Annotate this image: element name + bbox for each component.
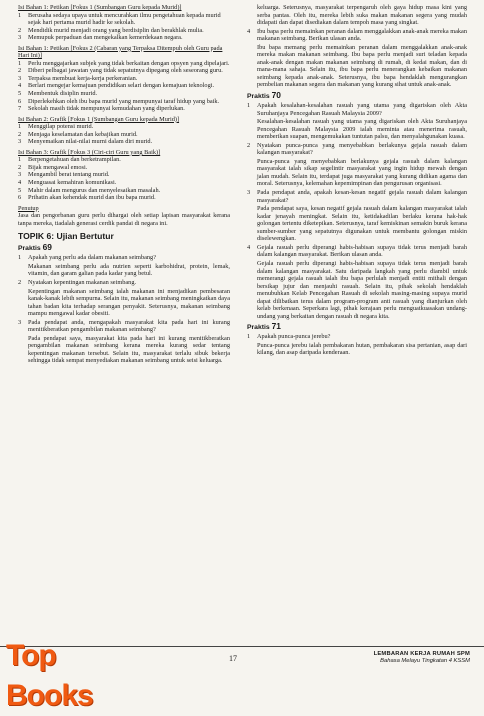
item-number: 2: [18, 67, 22, 75]
praktis-label: Praktis: [247, 93, 270, 101]
list-item: [18, 279, 230, 318]
list-item: [18, 131, 230, 139]
section-list: [18, 12, 230, 42]
item-text: Mendidik murid menjadi orang yang berdisiplin dan berakhlak mulia.: [28, 26, 204, 34]
list-item: [18, 254, 230, 278]
list-item: [18, 123, 230, 131]
praktis-71-heading: [247, 322, 467, 332]
item-text: Perlu menggajarkan subjek yang tidak berkaitan dengan opsyen yang dipelajari.: [28, 59, 230, 67]
praktis-69-item-4: [247, 28, 467, 89]
item-text: Prihatin akan kehendak murid dan ibu bapa murid.: [28, 194, 156, 202]
list-item: [18, 171, 230, 179]
content-section: [18, 116, 230, 146]
list-item: [247, 102, 467, 141]
item-text: Memupuk perpaduan dan mengekalkan kemerdekaan negara.: [28, 34, 183, 42]
item-number: 4: [18, 82, 22, 90]
praktis-70-heading: [247, 91, 467, 101]
item-text: Membentuk disiplin murid.: [28, 90, 98, 98]
list-item: [18, 105, 230, 113]
list-item: [18, 319, 230, 365]
list-item: [18, 194, 230, 202]
left-column: [18, 4, 230, 366]
item-answer: Makanan seimbang perlu ada nutrien seperti karbohidrat, protein, lemak, vitamin, dan garam galian pada kadar yang betul.: [28, 262, 230, 278]
penutup-heading: Penutup: [18, 204, 39, 212]
list-item: [18, 12, 230, 27]
section-heading: Isi Bahan 1: Petikan [Fokus 2 (Cabaran yang Terpaksa Ditempuh oleh Guru pada Hari Ini)]: [18, 44, 223, 60]
section-heading: Isi Bahan 1: Petikan [Fokus 1 (Sumbangan Guru kepada Murid)]: [18, 4, 182, 11]
list-item: [18, 82, 230, 90]
list-item: [18, 34, 230, 42]
item-question: Apakah kesalahan-kesalahan rasuah yang utama yang digariskan oleh Akta Suruhanjaya Pencegahan Rasuah Malaysia 2009?: [257, 102, 467, 117]
penutup-text: Jasa dan pengorbanan guru perlu dihargai oleh setiap lapisan masyarakat kerana tanpa mereka, tiadalah generasi cerdik pandai di negara ini.: [18, 212, 230, 227]
praktis-70-list: [247, 102, 467, 320]
content-section: [18, 149, 230, 202]
item-text: Sekolah masih tidak mempunyai kemudahan yang diperlukan.: [28, 105, 185, 113]
item-question: Apakah punca-punca jerebu?: [257, 333, 331, 341]
list-item: [18, 27, 230, 35]
item-number: 1: [247, 333, 251, 341]
list-item: [18, 138, 230, 146]
item-number: 2: [18, 163, 22, 171]
list-item: [18, 75, 230, 83]
item-number: 3: [18, 74, 22, 82]
item-number: 1: [247, 102, 251, 110]
content-section: [18, 4, 230, 42]
praktis-label: Praktis: [247, 324, 270, 332]
subject-title: Bahasa Melayu Tingkatan 4 KSSM: [380, 658, 470, 665]
item-text: Diberi pelbagai jawatan yang tidak sepatutnya dipegang oleh seseorang guru.: [28, 67, 223, 75]
list-item: [247, 142, 467, 188]
item-number: 2: [18, 26, 22, 34]
item-text: Diperlekehkan oleh ibu bapa murid yang mempunyai taraf hidup yang baik.: [28, 97, 220, 105]
item-question: Nyatakan punca-punca yang menyebabkan berlakunya gejala rasuah dalam kalangan masyarakat?: [257, 141, 467, 157]
item-answer: Kepentingan makanan seimbang ialah makanan ini menjadikan pembesaran kanak-kanak lebih sempurna. Selain itu, makanan seimbang meningkatkan daya tahan badan kita terhadap serangan penyakit. Seterusnya, makanan seimbang mampu mengawal kadar obesiti.: [28, 287, 230, 318]
item-number: 6: [18, 97, 22, 105]
praktis-69-heading: [18, 243, 230, 253]
series-title: LEMBARAN KERJA RUMAH SPM: [373, 651, 470, 657]
item-text: Menggilap potensi murid.: [28, 123, 94, 131]
item-answer: Punca-punca jerebu ialah pembakaran hutan, pembakaran sisa pertanian, asap dari kilang, dan asap daripada kenderaan.: [257, 341, 467, 357]
item-number: 5: [18, 90, 22, 98]
item-number: 1: [18, 123, 22, 131]
item-number: 2: [18, 278, 22, 286]
content-section: [18, 45, 230, 113]
page-number: 17: [229, 654, 237, 663]
list-item: [247, 189, 467, 243]
item-number: 7: [18, 105, 22, 113]
item-text: Berpengetahuan dan berketrampilan.: [28, 156, 121, 164]
item-question: Gejala rasuah perlu diperangi habis-habisan supaya tidak terus menjadi barah dalam kalangan masyarakat. Berikan ulasan anda.: [257, 243, 467, 259]
list-item: [18, 179, 230, 187]
list-item: [247, 244, 467, 320]
list-item: [18, 98, 230, 106]
right-column: [247, 4, 467, 358]
item-question: Pada pendapat anda, apakah kesan-kesan negatif gejala rasuah dalam kalangan masyarakat?: [257, 189, 467, 204]
item-number: 4: [247, 27, 251, 35]
logo-text: Top Books: [6, 639, 93, 712]
item-answer: Gejala rasuah perlu diperangi habis-habisan supaya tidak terus menjadi barah dalam kalangan masyarakat. Satu daripada langkah yang perlu diambil untuk memerangi gejala rasuah ialah ibu bapa perlulah menjadi entiti mithali dengan bersikap jujur dan menjauhi rasuah. Selain itu, pihak sekolah hendaklah menubuhkan Kelab Pencegahan Rasuah di sekolah masing-masing supaya murid dapat dilibatkan terus dalam program-program anti rasuah yang dianjurkan oleh kelab berkenaan. Seperkara lagi, pihak kerajaan perlu menguatkuasakan undang-undang yang berkaitan dengan rasuah di negara kita.: [257, 259, 467, 320]
section-list: [18, 123, 230, 146]
praktis-number: 70: [271, 90, 281, 101]
section-heading: Isi Bahan 3: Grafik [Fokus 3 (Ciri-ciri Guru yang Baik)]: [18, 148, 161, 156]
praktis-number: 71: [271, 321, 281, 332]
praktis-69-list: [18, 254, 230, 365]
list-item: [18, 90, 230, 98]
item-number: 5: [18, 186, 22, 194]
item-number: 6: [18, 194, 22, 202]
item-answer: Kesalahan-kesalahan rasuah yang utama yang digariskan oleh Akta Suruhanjaya Pencegahan Rasuah Malaysia 2009 ialah meminta atau menerima rasuah, memberikan suapan, mengemukakan tuntutan palsu, dan menyalahgunakan kuasa.: [257, 118, 467, 141]
section-heading: Isi Bahan 2: Grafik [Fokus 1 (Sumbangan Guru kepada Murid)]: [18, 115, 180, 123]
item-number: 1: [18, 254, 22, 262]
item-number: 3: [18, 318, 22, 326]
item-answer: Pada pendapat saya, masyarakat kita pada hari ini kurang menitikberatkan pengambilan makanan seimbang kerana mereka kurang sedar tentang kepentingan makanan tersebut. Selain itu, masyarakat terlalu sibuk bekerja sehingga tidak sempat menyediakan makanan seimbang untuk seisi keluarga.: [28, 334, 230, 365]
penutup-section: [18, 205, 230, 228]
list-item: [18, 156, 230, 164]
publisher-logo: [2, 636, 120, 712]
list-item: [247, 333, 467, 357]
topic-title: TOPIK 6: Ujian Bertutur: [18, 231, 114, 242]
item-number: 3: [247, 189, 251, 197]
footer-titles: [374, 651, 470, 666]
item-text: Mahir dalam mengurus dan menyelesaikan masalah.: [28, 186, 161, 194]
item-answer: Punca-punca yang menyebabkan berlakunya gejala rasuah dalam kalangan masyarakat ialah sikap segelintir masyarakat yang ingin hidup mewah dengan jalan mudah. Selain itu, terdapat juga masyarakat yang kurang didikan agama dan moral. Seterusnya, kelemahan kepemimpinan dan pengurusan organisasi.: [257, 157, 467, 188]
item-text: Mengambil berat tentang murid.: [28, 171, 110, 179]
item-text: Bijak mengawal emosi.: [28, 163, 88, 171]
item-number: 3: [18, 34, 22, 42]
item-number: 2: [247, 141, 251, 149]
item-text: Menguasai kemahiran komunikasi.: [28, 179, 117, 187]
item-number: 4: [18, 179, 22, 187]
item-text: Menyemaikan nilai-nilai murni dalam diri murid.: [28, 138, 153, 146]
list-item: [18, 60, 230, 68]
item-number: 4: [247, 243, 251, 251]
left-sections: [18, 4, 230, 202]
praktis-number: 69: [42, 242, 52, 253]
item-number: 3: [18, 171, 22, 179]
item-number: 2: [18, 130, 22, 138]
list-item: [18, 164, 230, 172]
item-question: Nyatakan kepentingan makanan seimbang.: [28, 278, 137, 286]
item-number: 1: [18, 156, 22, 164]
item-text: Terpaksa membuat kerja-kerja perkeranian.: [28, 74, 138, 82]
item-text: Berusaha sedaya upaya untuk mencurahkan ilmu pengetahuan kepada murid sejak hari pertama murid hadir ke sekolah.: [28, 11, 221, 27]
list-item: [18, 67, 230, 75]
praktis-71-list: [247, 333, 467, 357]
item-number: 1: [18, 11, 22, 19]
item-question: Apakah yang perlu ada dalam makanan seimbang?: [28, 254, 156, 262]
item-number: 3: [18, 138, 22, 146]
continuation-text: keluarga. Seterusnya, masyarakat terpengaruh oleh gaya hidup masa kini yang serba pantas. Oleh itu, mereka lebih suka makan makanan segera yang mudah didapati dan dapat disediakan dalam tempoh masa yang singkat.: [257, 4, 467, 27]
item-text: Berlari mengejar kemajuan pendidikan selari dengan kemajuan teknologi.: [28, 82, 215, 90]
praktis-label: Praktis: [18, 245, 41, 253]
item-number: 1: [18, 59, 22, 67]
item-answer: Ibu bapa memang perlu memainkan peranan dalam menggalakkan anak-anak mereka makan makanan seimbang. Ibu bapa perlu menjadi suri teladan kepada anak-anak dengan makan makanan seimbang di rumah, di kedai makan, dan di mana-mana sahaja. Selain itu, ibu bapa perlu menerangkan kebaikan makanan seimbang kepada anak-anak. Seterusnya, ibu bapa hendaklah mengurangkan pembelian makanan segera dan makanan yang kurang sihat untuk anak-anak.: [257, 43, 467, 89]
item-question: Pada pendapat anda, mengapakah masyarakat kita pada hari ini kurang menitikberatkan pengambilan makanan seimbang?: [28, 318, 230, 334]
item-text: Menjaga keselamatan dan kebajikan murid.: [28, 130, 138, 138]
item-answer: Pada pendapat saya, kesan negatif gejala rasuah dalam kalangan masyarakat ialah kadar jenayah meningkat. Selain itu, ketidakadilan berlaku kerana hak-hak golongan tertentu diketepikan. Seterusnya, taraf kemiskinan semakin buruk kerana sumber-sumber yang sepatutnya digunakan untuk membantu golongan miskin diselewengkan.: [257, 205, 467, 243]
list-item: [18, 187, 230, 195]
section-list: [18, 60, 230, 113]
item-question: Ibu bapa perlu memainkan peranan dalam menggalakkan anak-anak mereka makan makanan seimbang. Berikan ulasan anda.: [257, 27, 467, 43]
section-list: [18, 156, 230, 201]
list-item: [247, 28, 467, 89]
